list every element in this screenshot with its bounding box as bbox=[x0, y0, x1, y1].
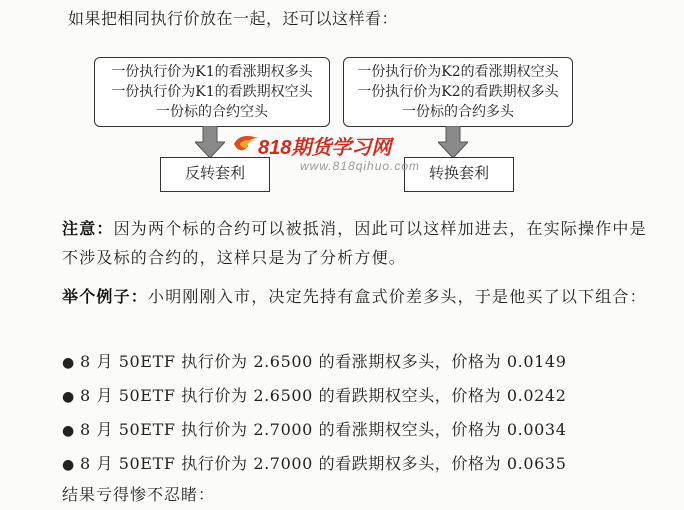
conversion-arbitrage-box: 转换套利 bbox=[404, 157, 514, 192]
intro-text: 如果把相同执行价放在一起，还可以这样看： bbox=[68, 9, 399, 28]
example-text: 小明刚刚入市，决定先持有盒式价差多头，于是他买了以下组合： bbox=[148, 287, 647, 306]
right-box-line-2: 一份执行价为K2的看跌期权多头 bbox=[357, 84, 559, 100]
bullet-icon: ● bbox=[62, 457, 75, 473]
watermark-url: www.818qihuo.com bbox=[300, 159, 421, 173]
flame-logo-icon bbox=[232, 130, 260, 154]
list-item: ● 8 月 50ETF 执行价为 2.6500 的看跌期权空头，价格为 0.0242 bbox=[62, 379, 566, 413]
watermark-title: 818期货学习网 bbox=[258, 137, 392, 159]
bullet-icon: ● bbox=[62, 355, 75, 371]
position-list bbox=[62, 345, 566, 481]
list-item: ● 8 月 50ETF 执行价为 2.7000 的看跌期权多头，价格为 0.0635 bbox=[62, 447, 566, 481]
note-text: 因为两个标的合约可以被抵消，因此可以这样加进去，在实际操作中是不涉及标的合约的，这样只是为了分析方便。 bbox=[62, 219, 647, 267]
note-label: 注意： bbox=[62, 219, 114, 238]
diagram-left-box bbox=[94, 57, 330, 127]
list-item: ● 8 月 50ETF 执行价为 2.6500 的看涨期权多头，价格为 0.0149 bbox=[62, 345, 566, 379]
right-box-line-1: 一份执行价为K2的看涨期权空头 bbox=[357, 64, 559, 80]
diagram-right-box bbox=[343, 57, 573, 127]
reverse-arbitrage-box: 反转套利 bbox=[160, 157, 270, 192]
down-arrow-icon bbox=[438, 126, 468, 158]
list-item: ● 8 月 50ETF 执行价为 2.7000 的看涨期权空头，价格为 0.0034 bbox=[62, 413, 566, 447]
left-box-line-2: 一份执行价为K1的看跌期权空头 bbox=[111, 84, 313, 100]
example-paragraph bbox=[62, 282, 662, 311]
bullet-icon: ● bbox=[62, 423, 75, 439]
left-box-line-1: 一份执行价为K1的看涨期权多头 bbox=[111, 64, 313, 80]
note-paragraph bbox=[62, 214, 662, 272]
down-arrow-icon bbox=[195, 126, 225, 158]
right-box-line-3: 一份标的合约多头 bbox=[402, 104, 514, 120]
left-box-line-3: 一份标的合约空头 bbox=[156, 104, 268, 120]
example-label: 举个例子： bbox=[62, 287, 149, 306]
bullet-icon: ● bbox=[62, 389, 75, 405]
outro-text: 结果亏得惨不忍睹： bbox=[62, 485, 216, 504]
